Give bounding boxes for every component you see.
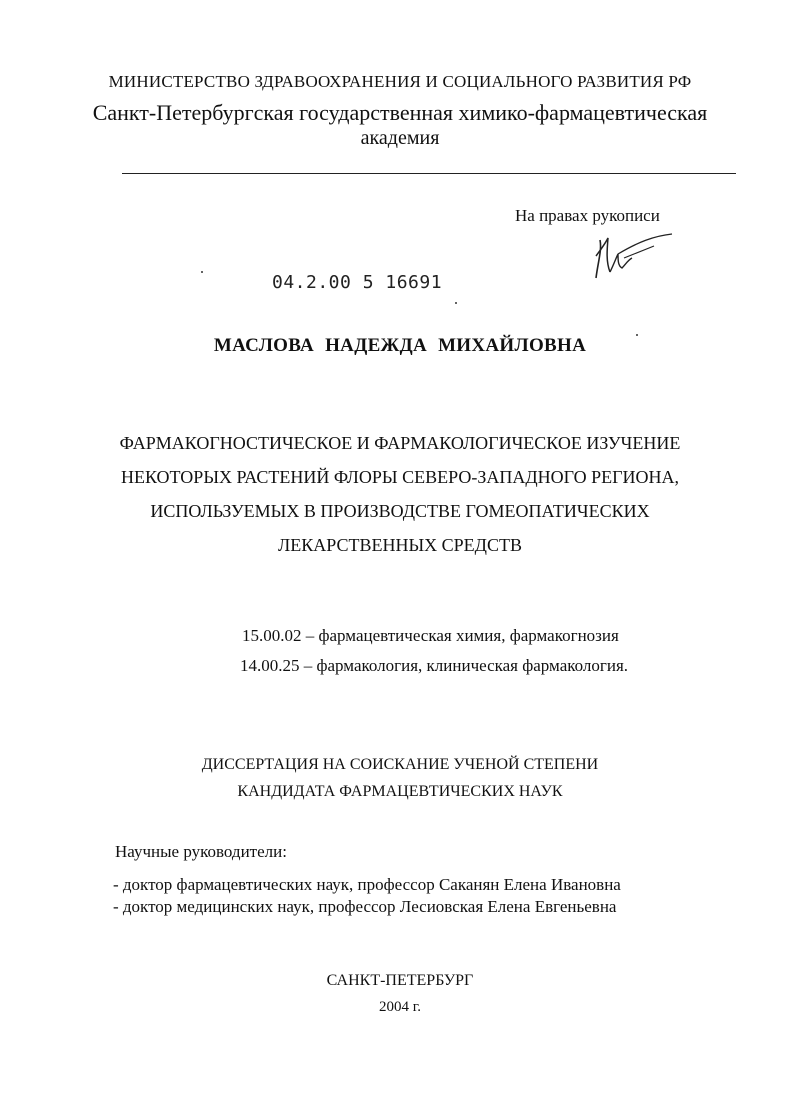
registration-number: 04.2.00 5 16691 [272, 272, 443, 293]
scan-speck [201, 271, 203, 273]
degree-line: КАНДИДАТА ФАРМАЦЕВТИЧЕСКИХ НАУК [237, 783, 563, 800]
scan-speck [455, 302, 457, 304]
city: САНКТ-ПЕТЕРБУРГ [326, 972, 474, 989]
specialty-code: 14.00.25 – фармакология, клиническая фармакология. [240, 656, 629, 675]
year: 2004 г. [379, 999, 421, 1015]
advisor-item: - доктор медицинских наук, профессор Лесиовская Елена Евгеньевна [113, 897, 617, 916]
degree-line: ДИССЕРТАЦИЯ НА СОИСКАНИЕ УЧЕНОЙ СТЕПЕНИ [201, 756, 599, 773]
academy-name-line1: Санкт-Петербургская государственная химико-фармацевтическая [92, 100, 708, 125]
academy-name-line2: академия [360, 127, 440, 149]
title-line: ФАРМАКОГНОСТИЧЕСКОЕ И ФАРМАКОЛОГИЧЕСКОЕ ИЗУЧЕНИЕ [119, 433, 681, 453]
header-divider [122, 173, 736, 174]
specialty-code: 15.00.02 – фармацевтическая химия, фармакогнозия [242, 626, 619, 645]
degree-statement [0, 751, 800, 805]
title-line: ИСПОЛЬЗУЕМЫХ В ПРОИЗВОДСТВЕ ГОМЕОПАТИЧЕСКИХ [150, 501, 650, 521]
rights-note: На правах рукописи [515, 206, 660, 225]
dissertation-title [0, 426, 800, 562]
handwritten-signature [588, 228, 678, 288]
author-name: МАСЛОВА НАДЕЖДА МИХАЙЛОВНА [213, 335, 587, 356]
title-line: НЕКОТОРЫХ РАСТЕНИЙ ФЛОРЫ СЕВЕРО-ЗАПАДНОГО РЕГИОНА, [121, 467, 679, 487]
advisor-item: - доктор фармацевтических наук, профессор Саканян Елена Ивановна [113, 875, 621, 894]
ministry-heading: МИНИСТЕРСТВО ЗДРАВООХРАНЕНИЯ И СОЦИАЛЬНОГО РАЗВИТИЯ РФ [108, 72, 692, 91]
title-line: ЛЕКАРСТВЕННЫХ СРЕДСТВ [278, 535, 522, 555]
advisors-heading: Научные руководители: [115, 842, 287, 861]
